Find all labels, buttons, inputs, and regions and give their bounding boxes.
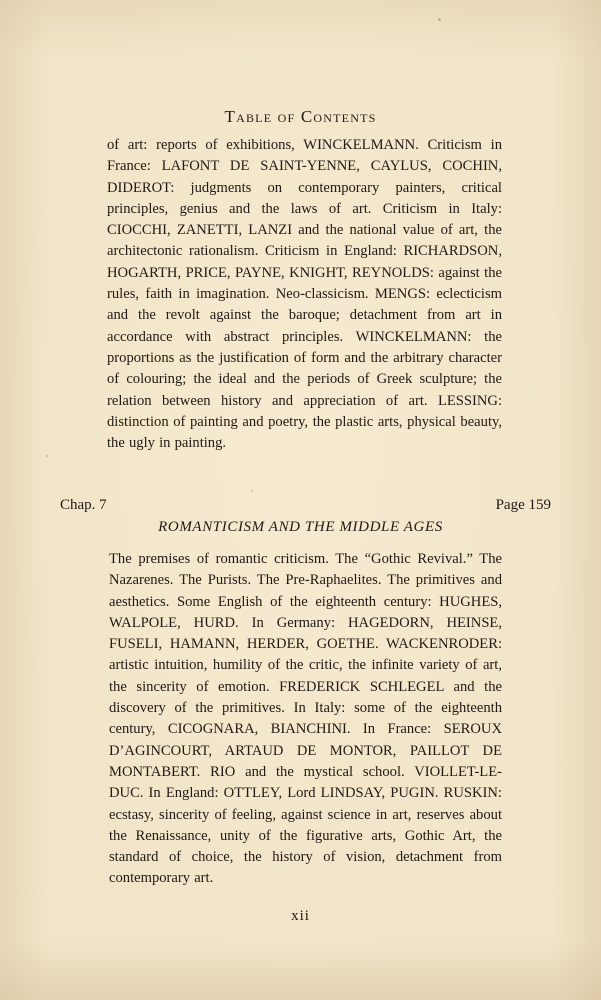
paper-speck xyxy=(46,455,48,457)
chapter-title: ROMANTICISM AND THE MIDDLE AGES xyxy=(158,519,443,535)
chapter-page-ref: Page 159 xyxy=(495,497,551,513)
page-folio: xii xyxy=(291,908,310,924)
running-head: Table of Contents xyxy=(224,107,377,126)
chapter-summary: The premises of romantic criticism. The “Gothic Revival.” The Nazarenes. The Purists. The Pre-Raphaelites. The primitives and aesthetics. Some English of the eighteenth century: HUGHES, WALPOLE, HURD. In Germany: HAGEDORN, HEINSE, FUSELI, HAMANN, HERDER, GOETHE. WACKENRODER: artistic intuition, humility of the critic, the infinite variety of art, the sincerity of emotion. FREDERICK SCHLEGEL and the discovery of the primitives. In Italy: some of the eighteenth century, CICOGNARA, BIANCHINI. In France: SEROUX D’AGINCOURT, ARTAUD DE MONTOR, PAILLOT DE MONTABERT. RIO and the mystical school. VIOLLET-LE-DUC. In England: OTTLEY, Lord LINDSAY, PUGIN. RUSKIN: ecstasy, sincerity of feeling, against science in art, reserves about the Renaissance, unity of the figurative arts, Gothic Art, the standard of choice, the history of vision, detachment from contemporary art. xyxy=(109,551,502,887)
chapter-number: Chap. 7 xyxy=(60,497,107,513)
paper-speck xyxy=(438,18,441,21)
paper-speck xyxy=(251,490,253,492)
contents-entry-continued: of art: reports of exhibitions, WINCKELMANN. Criticism in France: LAFONT DE SAINT-YENNE, CAYLUS, COCHIN, DIDEROT: judgments on contemporary painters, critical principles, genius and the laws of art. Criticism in Italy: CIOCCHI, ZANETTI, LANZI and the national value of art, the architectonic rationalism. Criticism in England: RICHARDSON, HOGARTH, PRICE, PAYNE, KNIGHT, REYNOLDS: against the rules, faith in imagination. Neo-classicism. MENGS: eclecticism and the revolt against the baroque; detachment from art in accordance with abstract principles. WINCKELMANN: the proportions as the justification of form and the arbitrary character of colouring; the ideal and the periods of Greek sculpture; the relation between history and appreciation of art. LESSING: distinction of painting and poetry, the plastic arts, physical beauty, the ugly in painting. xyxy=(107,137,502,452)
chapter-heading-row xyxy=(60,497,551,519)
